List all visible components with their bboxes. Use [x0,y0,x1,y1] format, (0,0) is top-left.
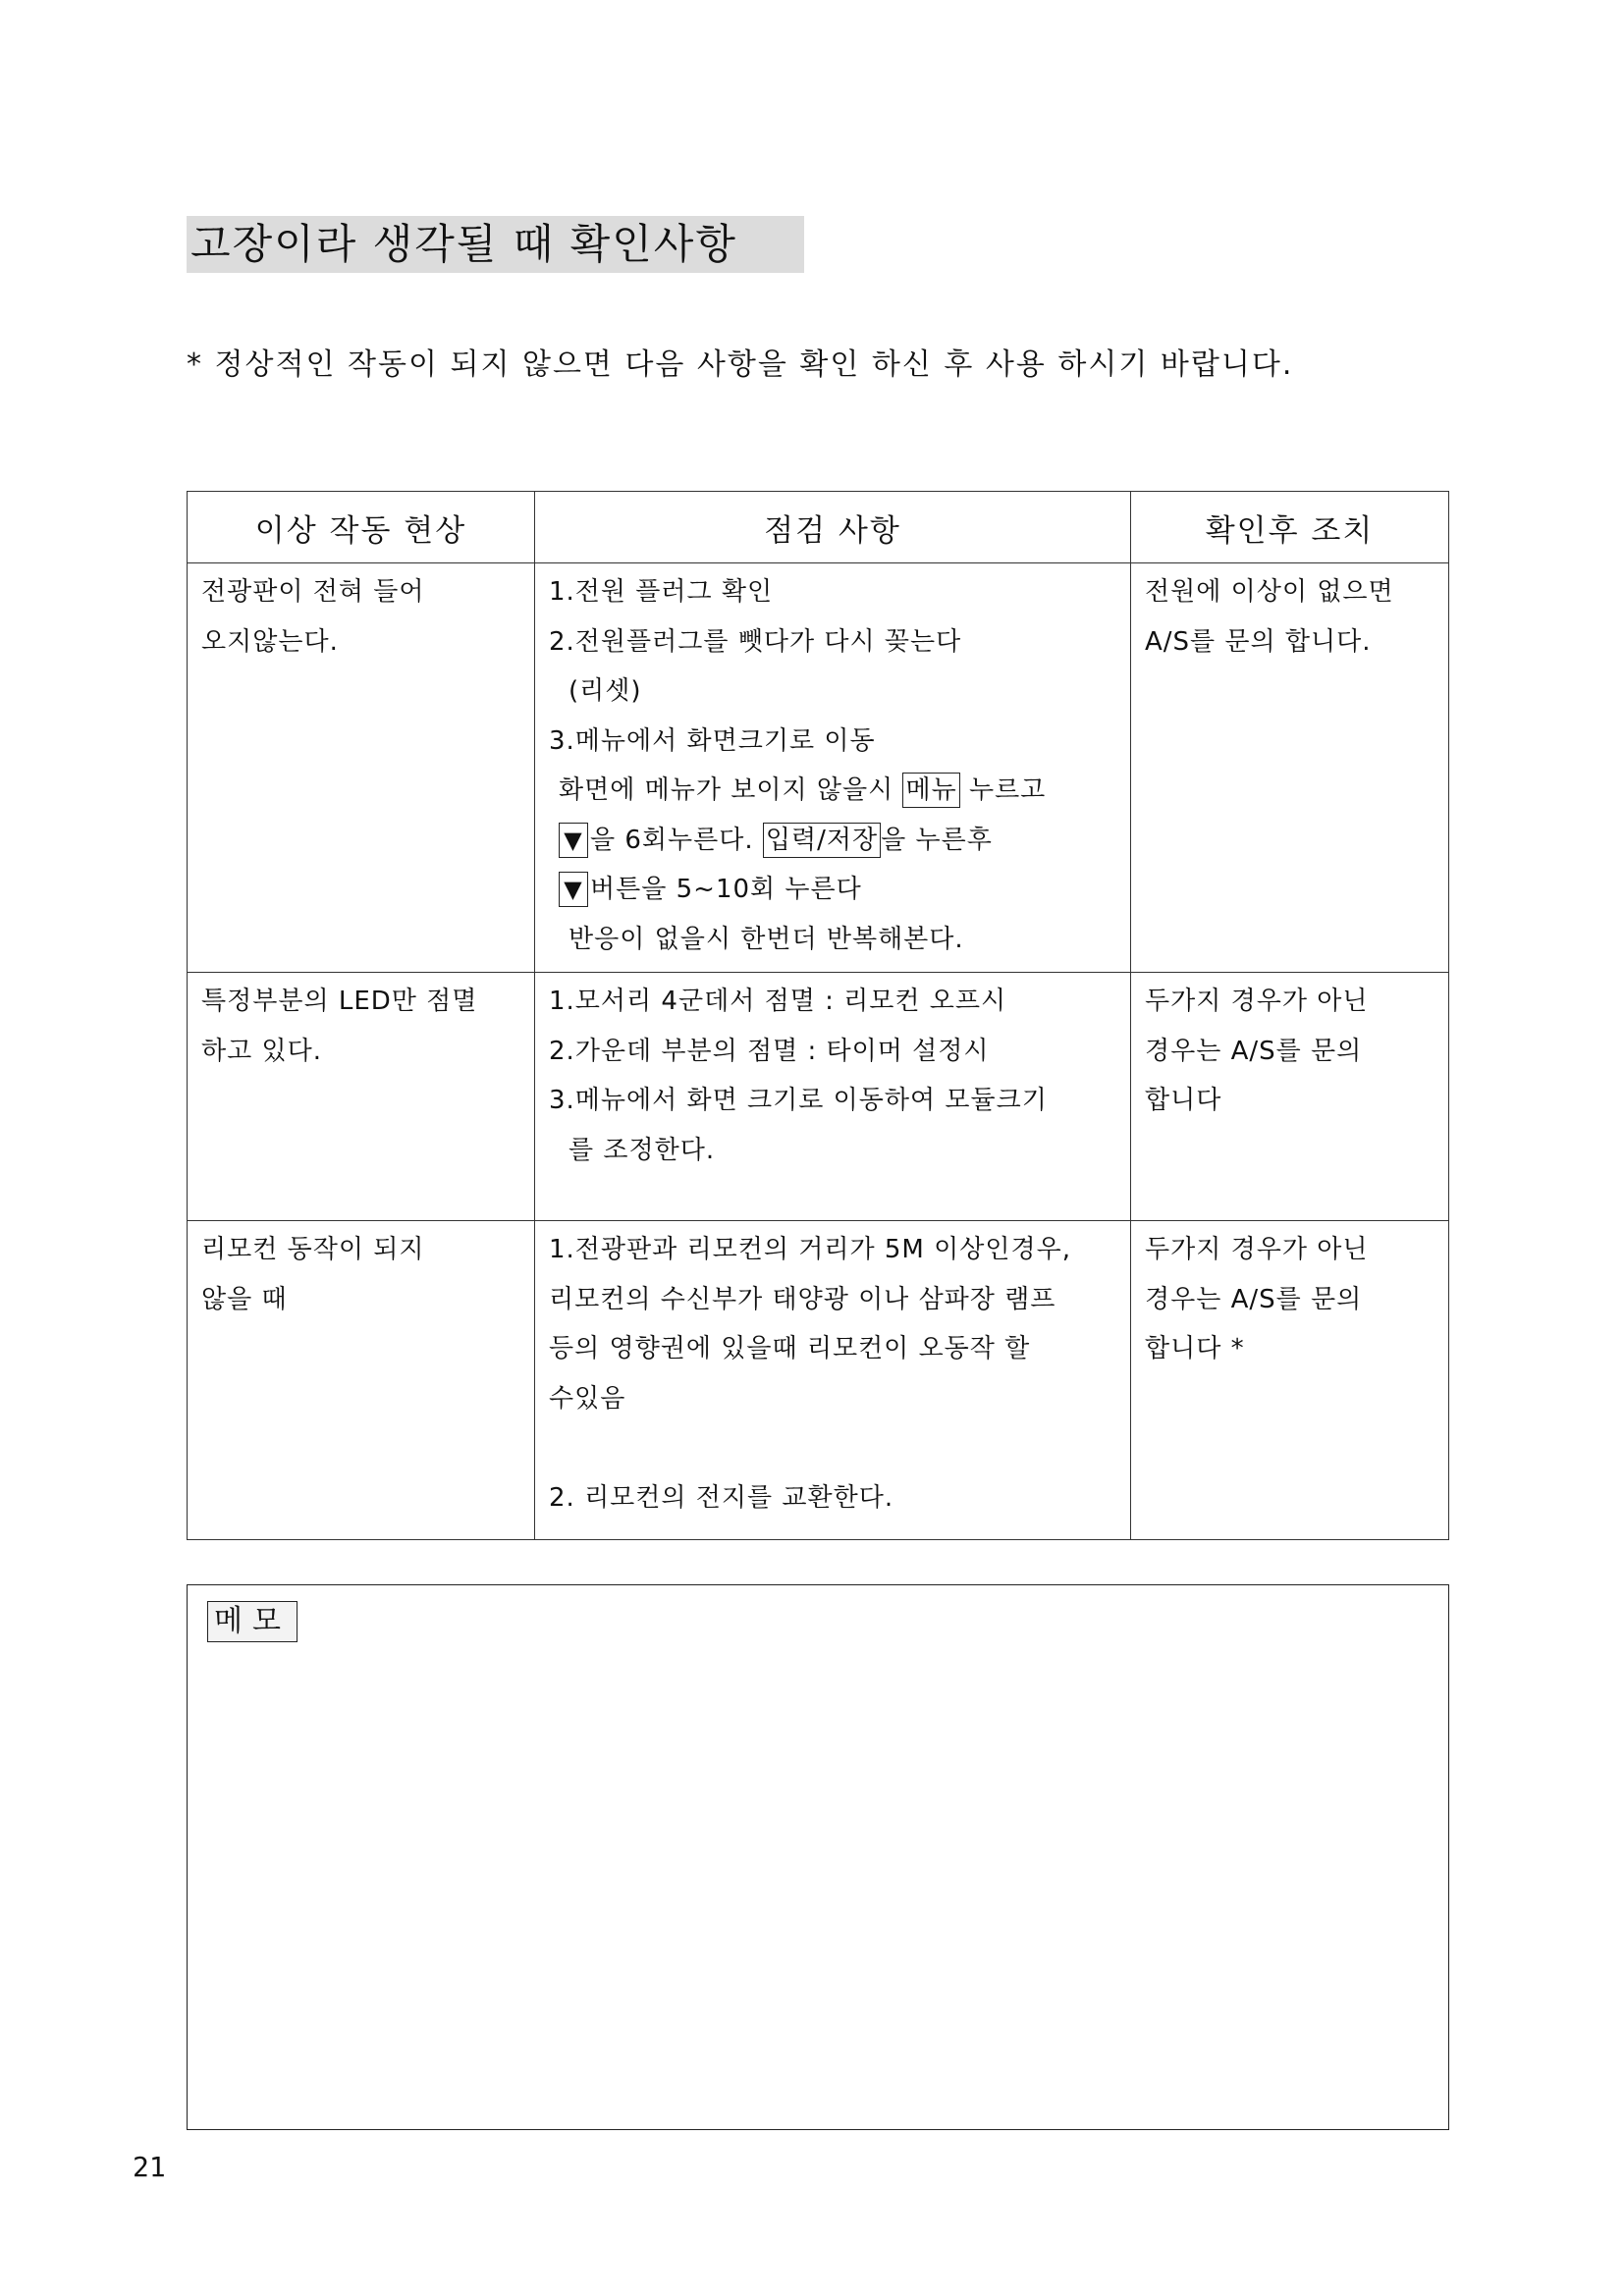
check-line: (리셋) [568,676,642,706]
check-line: 리모컨의 수신부가 태양광 이나 삼파장 램프 [549,1284,1056,1314]
check-cell [535,1221,1131,1540]
intro-note: * 정상적인 작동이 되지 않으면 다음 사항을 확인 하신 후 사용 하시기 바랍니다. [187,347,1294,382]
action-line: 두가지 경우가 아닌 [1145,987,1369,1016]
memo-label: 메모 [207,1601,298,1642]
check-line: 3.메뉴에서 화면 크기로 이동하여 모듈크기 [549,1086,1048,1115]
check-line: 2. 리모컨의 전지를 교환한다. [549,1482,894,1513]
action-cell [1131,973,1449,1221]
symptom-line: 특정부분의 LED만 점멸 [201,987,478,1016]
check-text: 을 6회누른다. [590,825,763,855]
table-row [188,563,1449,973]
check-text: 버튼을 5~10회 누른다 [590,875,862,904]
symptom-cell [188,973,535,1221]
symptom-cell [188,1221,535,1540]
check-line: 3.메뉴에서 화면크기로 이동 [549,725,876,756]
table-header-row [188,492,1449,563]
symptom-cell [188,563,535,973]
check-cell [535,563,1131,973]
header-symptom: 이상 작동 현상 [188,492,535,563]
page-title: 고장이라 생각될 때 확인사항 [187,216,804,273]
menu-key-label: 메뉴 [902,773,959,808]
check-line [549,865,1120,915]
check-line: 1.모서리 4군데서 점멸 : 리모컨 오프시 [549,987,1007,1016]
check-text: 화면에 메뉴가 보이지 않을시 [559,775,903,805]
symptom-line: 않을 때 [201,1284,288,1314]
table-row [188,973,1449,1221]
action-line: 두가지 경우가 아닌 [1145,1235,1369,1264]
action-line: 합니다 * [1145,1334,1245,1363]
symptom-line: 리모컨 동작이 되지 [201,1235,425,1264]
check-cell [535,973,1131,1221]
check-text: 누르고 [959,775,1047,805]
symptom-line: 전광판이 전혀 들어 [201,577,425,607]
troubleshooting-table [187,491,1449,1540]
check-line [549,816,1120,866]
action-cell [1131,1221,1449,1540]
header-action: 확인후 조치 [1131,492,1449,563]
check-line: 2.전원플러그를 뺏다가 다시 꽂는다 [549,626,962,657]
down-arrow-icon: ▼ [559,872,588,907]
check-text: 을 누른후 [881,825,993,855]
check-line [549,766,1120,816]
check-line: 1.전원 플러그 확인 [549,577,774,607]
symptom-line: 하고 있다. [201,1036,322,1066]
table-row [188,1221,1449,1540]
action-line: A/S를 문의 합니다. [1145,626,1372,657]
check-line [549,1423,1120,1473]
down-arrow-icon: ▼ [559,823,588,858]
action-line: 경우는 A/S를 문의 [1145,1284,1363,1314]
action-cell [1131,563,1449,973]
check-line: 등의 영향권에 있을때 리모컨이 오동작 할 [549,1334,1031,1363]
input-save-key-label: 입력/저장 [763,823,881,858]
memo-box [187,1584,1449,2130]
action-line: 합니다 [1145,1086,1222,1115]
symptom-line: 오지않는다. [201,626,339,657]
check-line: 1.전광판과 리모컨의 거리가 5M 이상인경우, [549,1235,1071,1264]
check-line: 2.가운데 부분의 점멸 : 타이머 설정시 [549,1036,990,1066]
header-check: 점검 사항 [535,492,1131,563]
check-line: 를 조정한다. [568,1135,716,1165]
action-line: 경우는 A/S를 문의 [1145,1036,1363,1066]
page-number: 21 [133,2151,166,2183]
check-line: 수있음 [549,1383,626,1414]
action-line: 전원에 이상이 없으면 [1145,577,1394,607]
check-line: 반응이 없을시 한번더 반복해본다. [568,924,964,954]
